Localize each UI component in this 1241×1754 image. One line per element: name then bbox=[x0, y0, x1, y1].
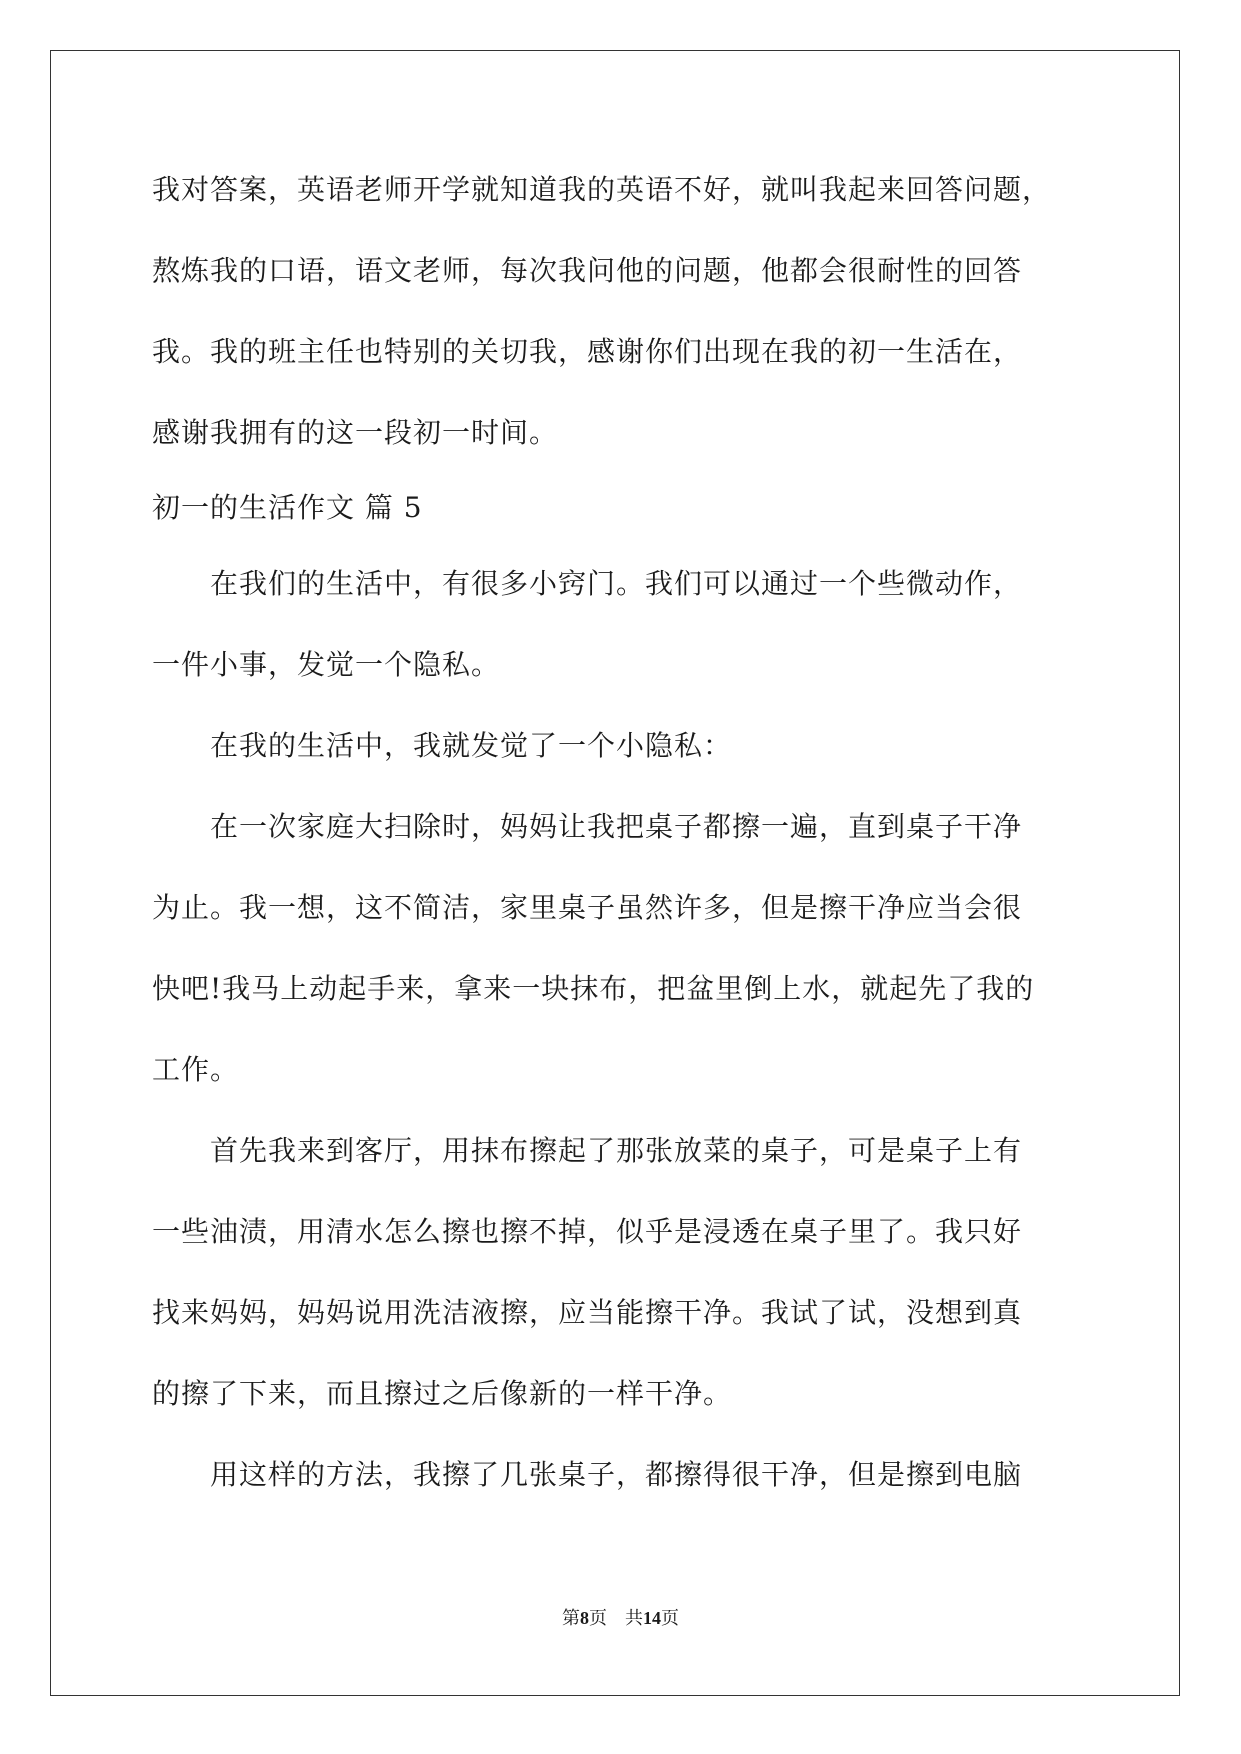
footer-total-prefix: 共 bbox=[625, 1608, 643, 1628]
text-line: 首先我来到客厅，用抹布擦起了那张放菜的桌子，可是桌子上有 bbox=[152, 1134, 1023, 1167]
document-body bbox=[152, 160, 1092, 1526]
text-line: 用这样的方法，我擦了几张桌子，都擦得很干净，但是擦到电脑 bbox=[152, 1458, 1023, 1491]
text-line: 在我们的生活中，有很多小窍门。我们可以通过一个些微动作， bbox=[152, 567, 1023, 600]
text-line: 找来妈妈，妈妈说用洗洁液擦，应当能擦干净。我试了试，没想到真 bbox=[152, 1296, 1023, 1329]
footer-prefix: 第 bbox=[562, 1608, 580, 1628]
total-page-number: 14 bbox=[643, 1608, 661, 1628]
page-footer bbox=[0, 1606, 1241, 1630]
text-line: 的擦了下来，而且擦过之后像新的一样干净。 bbox=[152, 1377, 733, 1410]
text-line: 快吧!我马上动起手来，拿来一块抹布，把盆里倒上水，就起先了我的 bbox=[152, 972, 1035, 1005]
text-line: 我。我的班主任也特别的关切我，感谢你们出现在我的初一生活在， bbox=[152, 335, 1023, 368]
text-line: 为止。我一想，这不简洁，家里桌子虽然许多，但是擦干净应当会很 bbox=[152, 891, 1023, 924]
text-line: 一件小事，发觉一个隐私。 bbox=[152, 648, 501, 681]
text-line: 在一次家庭大扫除时，妈妈让我把桌子都擦一遍，直到桌子干净 bbox=[152, 810, 1023, 843]
text-line: 我对答案，英语老师开学就知道我的英语不好，就叫我起来回答问题， bbox=[152, 173, 1052, 206]
text-line: 感谢我拥有的这一段初一时间。 bbox=[152, 416, 559, 449]
text-line: 熬炼我的口语，语文老师，每次我问他的问题，他都会很耐性的回答 bbox=[152, 254, 1023, 287]
text-line: 工作。 bbox=[152, 1053, 240, 1086]
text-line: 一些油渍，用清水怎么擦也擦不掉，似乎是浸透在桌子里了。我只好 bbox=[152, 1215, 1023, 1248]
current-page-number: 8 bbox=[580, 1608, 589, 1628]
text-line: 在我的生活中，我就发觉了一个小隐私： bbox=[152, 729, 733, 762]
footer-total-unit: 页 bbox=[661, 1608, 679, 1628]
footer-page-unit: 页 bbox=[589, 1608, 607, 1628]
section-heading: 初一的生活作文 篇 5 bbox=[152, 491, 423, 524]
